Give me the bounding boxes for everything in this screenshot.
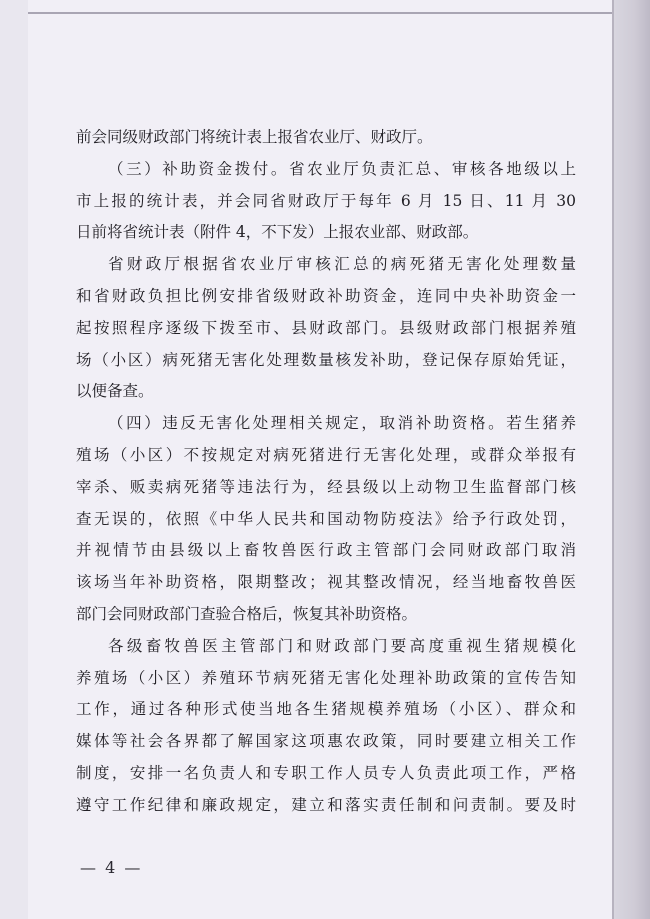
scan-edge: [612, 0, 650, 919]
text-line: 并视情节由县级以上畜牧兽医行政主管部门会同财政部门取消: [76, 541, 576, 560]
text-line: 省财政厅根据省农业厅审核汇总的病死猪无害化处理数量: [108, 255, 576, 274]
text-line: 日前将省统计表（附件 4，不下发）上报农业部、财政部。: [76, 223, 479, 242]
text-line: 养殖场（小区）养殖环节病死猪无害化处理补助政策的宣传告知: [76, 668, 576, 687]
text-line: 殖场（小区）不按规定对病死猪进行无害化处理，或群众举报有: [76, 445, 576, 464]
text-line: 各级畜牧兽医主管部门和财政部门要高度重视生猪规模化: [108, 636, 576, 655]
text-line: 工作，通过各种形式使当地各生猪规模养殖场（小区）、群众和: [76, 700, 576, 719]
text-line: 制度，安排一名负责人和专职工作人员专人负责此项工作，严格: [76, 763, 576, 782]
text-line: 市上报的统计表，并会同省财政厅于每年 6 月 15 日、11 月 30: [76, 191, 576, 210]
text-line: 宰杀、贩卖病死猪等违法行为，经县级以上动物卫生监督部门核: [76, 477, 576, 496]
text-line: 部门会同财政部门查验合格后，恢复其补助资格。: [76, 604, 418, 623]
page-number: — 4 —: [80, 858, 143, 877]
text-line: （四）违反无害化处理相关规定，取消补助资格。若生猪养: [108, 414, 576, 433]
text-line: 和省财政负担比例安排省级财政补助资金，连同中央补助资金一: [76, 286, 576, 305]
text-line: 场（小区）病死猪无害化处理数量核发补助，登记保存原始凭证，: [76, 350, 576, 369]
text-line: 起按照程序逐级下拨至市、县财政部门。县级财政部门根据养殖: [76, 318, 576, 337]
page-top-border: [28, 12, 612, 14]
scan-edge-line: [612, 0, 614, 919]
text-line: 以便备查。: [76, 382, 154, 401]
text-line: 查无误的，依照《中华人民共和国动物防疫法》给予行政处罚，: [76, 509, 576, 528]
text-line: 媒体等社会各界都了解国家这项惠农政策，同时要建立相关工作: [76, 732, 576, 751]
text-line: （三）补助资金拨付。省农业厅负责汇总、审核各地级以上: [108, 159, 576, 178]
text-line: 该场当年补助资格，限期整改；视其整改情况，经当地畜牧兽医: [76, 573, 576, 592]
text-line: 遵守工作纪律和廉政规定，建立和落实责任制和问责制。要及时: [76, 795, 576, 814]
document-body: [76, 122, 576, 822]
text-line: 前会同级财政部门将统计表上报省农业厅、财政厅。: [76, 128, 433, 146]
